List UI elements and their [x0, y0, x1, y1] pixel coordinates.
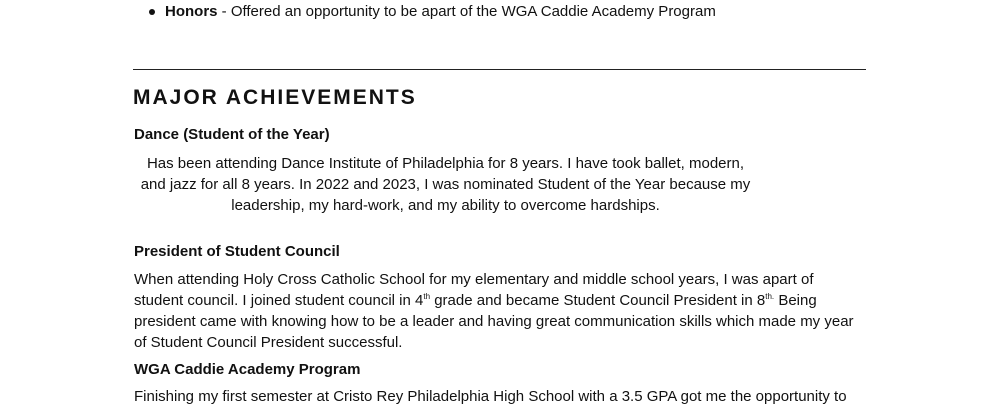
- superscript: th.: [765, 292, 775, 301]
- honors-description: - Offered an opportunity to be apart of the WGA Caddie Academy Program: [217, 3, 716, 20]
- council-line: president came with knowing how to be a leader and having great communication skills which made my year: [134, 313, 854, 330]
- council-text: grade and became Student Council President in 8: [430, 292, 766, 309]
- council-line: of Student Council President successful.: [134, 334, 403, 351]
- council-line: [134, 290, 874, 311]
- dance-line: leadership, my hard-work, and my ability to overcome hardships.: [231, 197, 660, 214]
- council-line: When attending Holy Cross Catholic School for my elementary and middle school years, I was apart of: [134, 271, 814, 288]
- council-text: student council. I joined student council in 4: [134, 292, 424, 309]
- dance-line: and jazz for all 8 years. In 2022 and 2023, I was nominated Student of the Year because my: [140, 176, 751, 193]
- dance-heading: Dance (Student of the Year): [134, 126, 330, 143]
- bullet-icon: [149, 9, 155, 15]
- honors-label: Honors: [165, 3, 218, 20]
- council-paragraph: [134, 269, 874, 353]
- honors-text: [165, 2, 716, 22]
- dance-paragraph: [133, 153, 758, 216]
- wga-paragraph-line: Finishing my first semester at Cristo Rey Philadelphia High School with a 3.5 GPA got me the opportunity to: [134, 388, 847, 405]
- section-divider: [133, 69, 866, 70]
- superscript: th: [423, 292, 431, 301]
- council-heading: President of Student Council: [134, 243, 340, 260]
- dance-line: Has been attending Dance Institute of Philadelphia for 8 years. I have took ballet, modern,: [146, 155, 745, 172]
- section-title: MAJOR ACHIEVEMENTS: [133, 86, 417, 109]
- wga-heading: WGA Caddie Academy Program: [134, 361, 361, 378]
- council-text: Being: [774, 292, 817, 309]
